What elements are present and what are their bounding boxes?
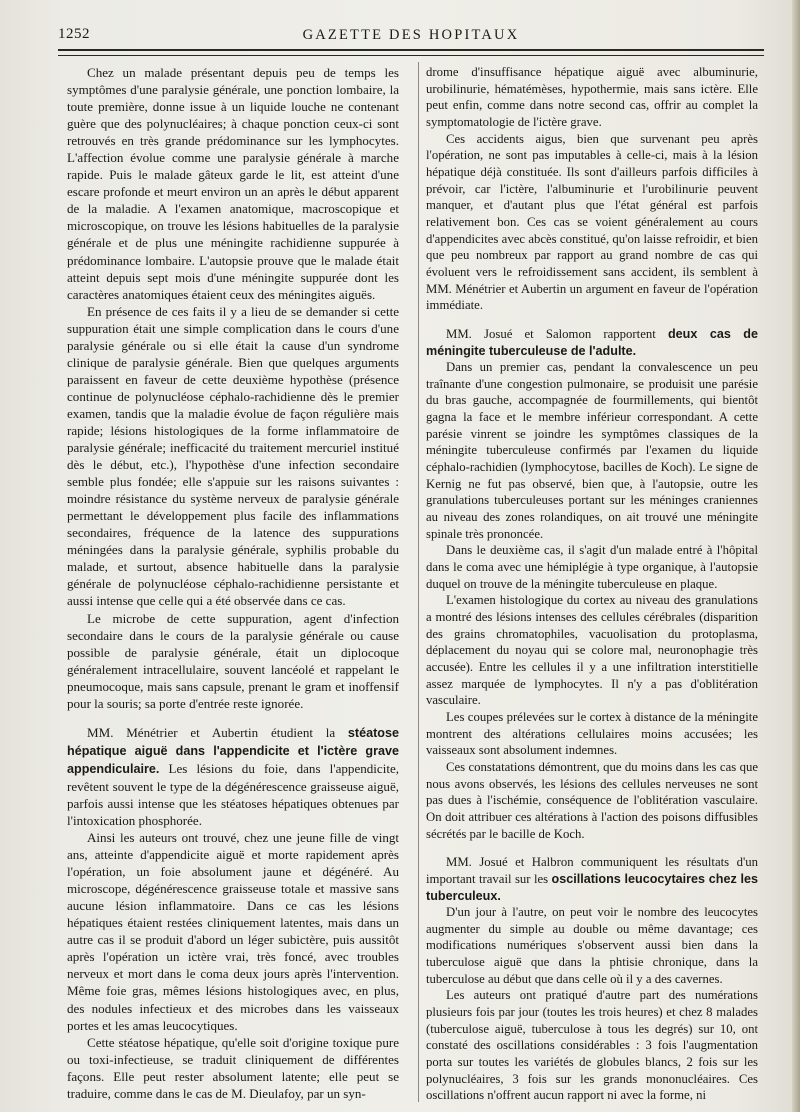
paragraph: L'examen histologique du cortex au niveau des granulations a montré des lésions intenses des cellules cérébrales (disparition des grains chromatophiles, vacuolisation du protoplasma, déplacement du noyau qui se colore mal, neuronophagie très accusée). Entre les cellules il y a une infiltration interstitielle assez marquée de lymphocytes. Il n'y a pas d'oblitération vasculaire. (426, 593, 758, 708)
paragraph: Cette stéatose hépatique, qu'elle soit d'origine toxique pure ou toxi-infectieuse, se traduit cliniquement de différentes façons. Elle peut rester absolument latente; elle peut se traduire, comme dans le cas de M. Dieulafoy, par un syn- (67, 1034, 399, 1101)
paragraph: Chez un malade présentant depuis peu de temps les symptômes d'une paralysie générale, une ponction lombaire, la toute première, donne issue à un liquide louche ne contenant guère que des polynucléaires; à chaque ponction ceux-ci sont retrouvés en très grande prédominance sur les lymphocytes. L'affection évolue comme une paralysie générale à marche rapide. Puis le malade gâteux garde le lit, est atteint d'une escare profonde et meurt environ un an après le début apparent de la maladie. A l'examen anatomique, macroscopique et microscopique, on trouve les lésions habituelles de la paralysie générale et de plus une méningite rachidienne suppurée à prédominance lombaire. L'autopsie prouve que le malade était atteint depuis sept mois d'une méningite suppurée dont les caractères anatomiques étaient ceux des méningites aiguës. (67, 65, 399, 302)
paragraph: Les coupes prélevées sur le cortex à distance de la méningite montrent des altérations cellulaires moins accusées; les vaisseaux sont absolument indemnes. (426, 709, 758, 758)
section-intro-rest: Les lésions du foie, dans l'appendicite, revêtent souvent le type de la dégénérescence graisseuse aiguë, parfois aussi intense que les stéatoses hépatiques obtenues par l'intoxication phosphorée. (67, 760, 399, 829)
section-intro-steatose (67, 724, 399, 829)
journal-title: GAZETTE DES HOPITAUX (302, 27, 520, 43)
paragraph: Ces accidents aigus, bien que survenant peu après l'opération, ne sont pas imputables à celle-ci, mais à la lésion hépatique déjà constituée. Ils sont d'ailleurs parfois difficiles à prévoir, car l'ictère, l'albuminurie et l'urobilinurie peuvent manquer, et d'autant plus que l'état général est parfois relativement bon. Ces cas se voient généralement au cours d'appendicites avec abcès constitué, qu'on laisse refroidir, et bien que peu nombreux par rapport au grand nombre de cas qui évoluent vers le refroidissement sans accident, ils semblent à MM. Ménétrier et Aubertin un argument en faveur de l'opération immédiate. (426, 131, 758, 313)
paragraph: Dans un premier cas, pendant la convalescence un peu traînante d'une congestion pulmonaire, se produisit une parésie du bras gauche, accompagnée de fourmillements, qui bientôt gagna la face et le membre inférieur correspondant. A cette parésie vinrent se joindre les symptômes classiques de la méningite tuberculeuse confirmés par l'examen du liquide céphalo-rachidien (lymphocytose, bacilles de Koch). Le signe de Kernig ne fut pas observé, bien que, à l'autopsie, outre les granulations tuberculeuses portant sur les méninges craniennes au niveau des zones rolandiques, on ait trouvé une méningite spinale très prononcée. (426, 360, 758, 541)
paragraph: Les auteurs ont pratiqué d'autre part des numérations plusieurs fois par jour (toutes les trois heures) et chez 8 malades (tuberculose aiguë, tuberculose à tous les degrés) sur 10, ont constaté des oscillations considérables : 3 fois l'augmentation porta sur toutes les variétés de globules blancs, 2 fois sur les polynucléaires, 3 fois sur les grands mononucléaires. Ces oscillations n'offrent aucun rapport ni avec la forme, ni (426, 988, 758, 1103)
header-rule-thin (58, 55, 764, 56)
paragraph: En présence de ces faits il y a lieu de se demander si cette suppuration était une simple complication dans le cours d'une paralysie générale ou si elle était la cause d'un syndrome clinique de paralysie générale. Bien que quelques arguments paraissent en faveur de cette deuxième hypothèse (présence continue de polynucléose céphalo-rachidienne dès le premier examen, tandis que la maladie évolue de façon régulière mais rapide; lésions histologiques de la forme inflammatoire de paralysie générale; inefficacité du traitement mercuriel institué dès le début, etc.), l'hypothèse d'une infection secondaire semble plus fondée; elle s'appuie sur les raisons suivantes : moindre résistance du système nerveux de paralysie générale permettant le développement plus facile des inflammations secondaires, fréquence de la latence des suppurations méningées dans la paralysie générale, syphilis probable du malade, et surtout, absence habituelle dans la paralysie générale de polynucléose céphalo-rachidienne persistante et aussi intense que celle qui a été observée dans ce cas. (67, 303, 399, 609)
page-number: 1252 (58, 26, 90, 42)
section-heading-steatose: stéatose hépatique aiguë dans l'appendicite et l'ictère grave appendiculaire. (67, 725, 399, 776)
paragraph: D'un jour à l'autre, on peut voir le nombre des leucocytes augmenter du simple au double ou même davantage; ces modifications numériques s'observent aussi bien dans la tuberculose aiguë que dans la phtisie chronique, dans la tuberculose au début que dans celle où il y a des cavernes. (426, 905, 758, 986)
page-edge-shadow (792, 0, 800, 1112)
paragraph: Ces constatations démontrent, que du moins dans les cas que nous avons observés, les lésions des cellules nerveuses ne sont pas dues à l'ischémie, conséquence de l'oblitération vasculaire. On doit attribuer ces altérations à l'action des poisons diffusibles sécrétés par le bacille de Koch. (426, 759, 758, 841)
section-heading-oscillations: oscillations leucocytaires chez les tuberculeux. (426, 871, 758, 903)
left-column (67, 64, 399, 1102)
right-column (426, 64, 758, 1104)
section-heading-meningite: deux cas de méningite tuberculeuse de l'adulte. (426, 326, 759, 358)
header-rule-thick (58, 49, 764, 51)
paragraph-continued: drome d'insuffisance hépatique aiguë avec albuminurie, urobilinurie, hématémèses, hypothermie, mais sans ictère. Elle peut enfin, comme dans notre second cas, offrir au complet la symptomatologie de l'ictère grave. (426, 65, 758, 129)
page-header (58, 26, 764, 46)
section-intro-text: MM. Josué et Halbron communiquent les résultats d'un important travail sur les (426, 855, 758, 886)
paragraph: Dans le deuxième cas, il s'agit d'un malade entré à l'hôpital dans le coma avec une hémiplégie à type organique, à l'autopsie duquel on trouve de la méningite tuberculeuse en plaque. (426, 543, 758, 591)
paragraph: Le microbe de cette suppuration, agent d'infection secondaire dans le cours de la paralysie générale ou cause possible de paralysie générale, était un diplocoque généralement intracellulaire, souvent lancéolé et rappelant le pneumocoque, mais sans capsule, prenant le gram et inoffensif pour la souris; sa porte d'entrée reste ignorée. (67, 610, 399, 711)
section-intro-text: MM. Ménétrier et Aubertin étudient la (87, 724, 348, 740)
column-divider (418, 62, 419, 1102)
section-intro-oscillations (426, 854, 758, 904)
paragraph: Ainsi les auteurs ont trouvé, chez une jeune fille de vingt ans, atteinte d'appendicite aiguë et morte rapidement après l'opération, un foie absolument jaune et dégénéré. Au microscope, dégénérescence graisseuse totale et massive sans aucune lésion inflammatoire. Dans ce cas les lésions hépatiques étaient restées cliniquement latentes, mais dans un autre cas il se produit d'abord un léger subictère, puis aussitôt après l'opération un ictère vrai, très foncé, avec troubles nerveux et mort dans le coma deux jours après l'intervention. Même foie gras, mêmes lésions histologiques avec, en plus, des nodules infectieux et des microbes dans les vaisseaux portes et les amas leucocytiques. (67, 830, 399, 1033)
section-intro-text: MM. Josué et Salomon rapportent (446, 326, 668, 341)
section-intro-meningite (426, 326, 758, 359)
